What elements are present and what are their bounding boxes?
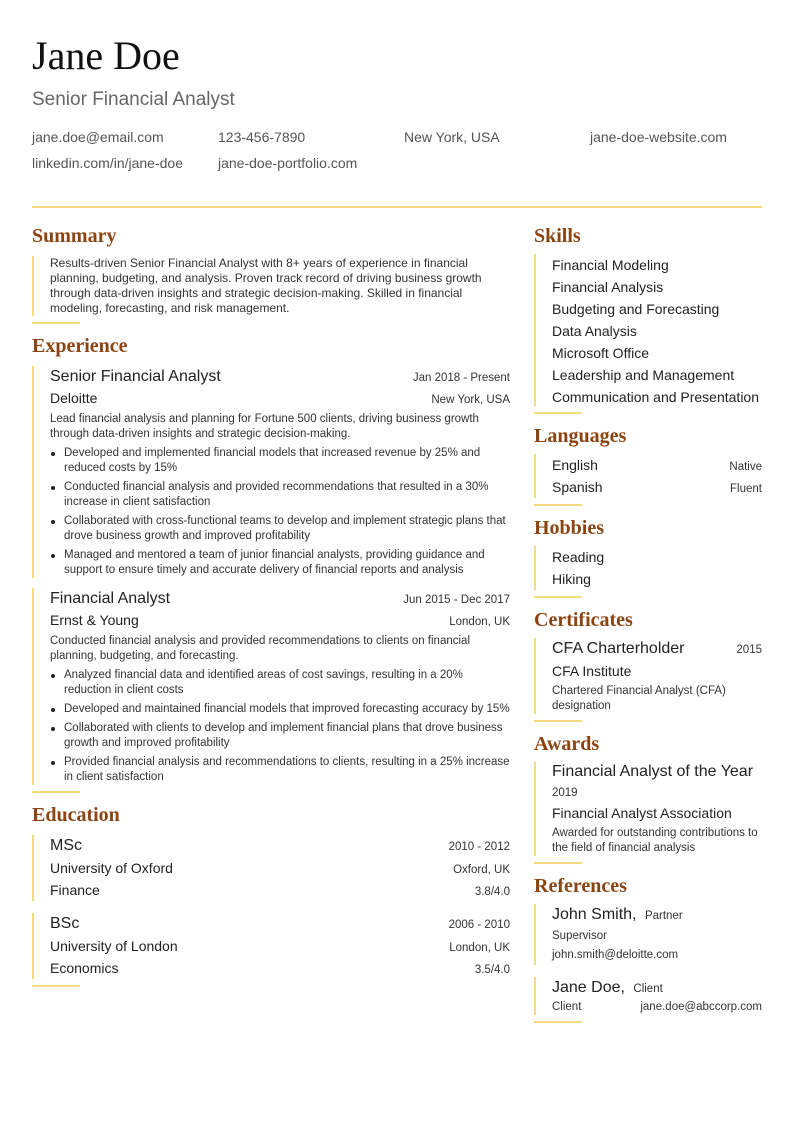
- contact-email[interactable]: jane.doe@email.com: [32, 129, 164, 145]
- language-level: Native: [729, 461, 762, 473]
- award-year: 2019: [552, 787, 578, 799]
- job-dates: Jan 2018 - Present: [412, 372, 510, 384]
- section-divider: [32, 322, 80, 324]
- languages-list: [534, 454, 762, 498]
- section-divider: [534, 862, 582, 864]
- language-name: Spanish: [552, 479, 603, 495]
- reference-name: Jane Doe,: [552, 979, 625, 996]
- skill-item: Budgeting and Forecasting: [552, 301, 720, 317]
- job-title: Financial Analyst: [50, 590, 171, 607]
- field-of-study: Finance: [50, 882, 100, 898]
- list-item: Collaborated with cross-functional teams to develop and implement strategic plans that drove business growth and improved profitability: [50, 514, 510, 544]
- languages-section: [534, 424, 762, 506]
- list-item: Analyzed financial data and identified areas of cost savings, resulting in a 20% reduction in client costs: [50, 668, 510, 698]
- reference-entry: [534, 977, 762, 1015]
- resume-name: Jane Doe: [32, 33, 180, 78]
- gpa: 3.8/4.0: [474, 886, 510, 898]
- reference-email[interactable]: jane.doe@abccorp.com: [640, 1001, 762, 1013]
- award-issuer: Financial Analyst Association: [552, 805, 732, 821]
- job-location: London, UK: [449, 616, 510, 628]
- job-entry: [32, 366, 510, 578]
- section-divider: [534, 412, 582, 414]
- section-heading: Summary: [32, 225, 117, 247]
- job-description: Conducted financial analysis and provided recommendations to clients on financial planning, budgeting, and forecasting.: [50, 635, 470, 662]
- school: University of London: [50, 938, 178, 954]
- reference-role: Partner: [644, 910, 683, 922]
- certificate-name: CFA Charterholder: [552, 640, 685, 657]
- reference-relation: Client: [552, 1001, 582, 1013]
- hobbies-list: [534, 546, 762, 590]
- certificate-year: 2015: [736, 644, 762, 656]
- list-item: Conducted financial analysis and provided recommendations that resulted in a 30% increase in client satisfaction: [50, 480, 510, 510]
- field-of-study: Economics: [50, 960, 119, 976]
- reference-email[interactable]: john.smith@deloitte.com: [552, 949, 679, 961]
- contact-linkedin[interactable]: linkedin.com/in/jane-doe: [32, 155, 183, 171]
- skills-section: [534, 224, 762, 414]
- education-dates: 2010 - 2012: [448, 841, 510, 853]
- contact-phone[interactable]: 123-456-7890: [218, 129, 306, 145]
- reference-name: John Smith,: [552, 906, 637, 923]
- list-item: Managed and mentored a team of junior financial analysts, providing guidance and support to ensure timely and accurate delivery of financial reports and analysis: [50, 548, 510, 578]
- section-divider: [32, 791, 80, 793]
- education-section: [32, 803, 510, 987]
- job-dates: Jun 2015 - Dec 2017: [403, 594, 510, 606]
- section-divider: [534, 1021, 582, 1023]
- job-bullets: [50, 668, 510, 785]
- job-company: Ernst & Young: [50, 612, 139, 628]
- skill-item: Data Analysis: [552, 323, 637, 339]
- section-heading: References: [534, 875, 627, 897]
- education-dates: 2006 - 2010: [448, 919, 510, 931]
- degree: BSc: [50, 915, 80, 932]
- summary-text: Results-driven Senior Financial Analyst with 8+ years of experience in financial planning, budgeting, and analysis. Proven track record of driving business growth through data-driven insights and strategic decision-making. Skilled in financial modeling, forecasting, and risk management.: [50, 256, 482, 315]
- degree: MSc: [50, 837, 82, 854]
- reference-entry: [534, 904, 762, 965]
- school-location: London, UK: [449, 942, 510, 954]
- language-level: Fluent: [730, 483, 762, 495]
- section-heading: Certificates: [534, 609, 633, 631]
- contact-info: [32, 128, 762, 172]
- hobby-item: Hiking: [552, 571, 591, 587]
- right-column: [534, 224, 762, 1033]
- section-divider: [32, 985, 80, 987]
- school-location: Oxford, UK: [453, 864, 510, 876]
- contact-portfolio[interactable]: jane-doe-portfolio.com: [218, 155, 358, 171]
- section-heading: Experience: [32, 335, 128, 357]
- experience-section: [32, 334, 510, 793]
- hobby-item: Reading: [552, 549, 605, 565]
- section-divider: [534, 596, 582, 598]
- section-heading: Skills: [534, 225, 581, 247]
- summary-section: [32, 224, 510, 324]
- awards-section: [534, 732, 762, 864]
- list-item: Collaborated with clients to develop and implement financial plans that drove business growth and improved profitability: [50, 721, 510, 751]
- resume-title: Senior Financial Analyst: [32, 89, 235, 110]
- gpa: 3.5/4.0: [474, 964, 510, 976]
- list-item: Developed and maintained financial models that improved forecasting accuracy by 15%: [50, 702, 510, 717]
- job-entry: [32, 588, 510, 785]
- skill-item: Financial Modeling: [552, 257, 669, 273]
- contact-website[interactable]: jane-doe-website.com: [590, 129, 727, 145]
- section-divider: [534, 720, 582, 722]
- job-title: Senior Financial Analyst: [50, 368, 221, 385]
- certificate-entry: [534, 638, 762, 714]
- references-section: [534, 874, 762, 1023]
- reference-role: Client: [633, 983, 663, 995]
- reference-relation: Supervisor: [552, 930, 607, 942]
- language-name: English: [552, 457, 598, 473]
- contact-location: New York, USA: [404, 129, 500, 145]
- header-divider: [32, 206, 762, 208]
- hobbies-section: [534, 516, 762, 598]
- education-entry: [32, 913, 510, 979]
- skill-item: Leadership and Management: [552, 367, 735, 383]
- section-heading: Hobbies: [534, 517, 605, 539]
- section-heading: Awards: [534, 733, 600, 755]
- list-item: Developed and implemented financial models that increased revenue by 25% and reduced costs by 15%: [50, 446, 510, 476]
- section-heading: Languages: [534, 425, 627, 447]
- job-bullets: [50, 446, 510, 578]
- award-name: Financial Analyst of the Year: [552, 763, 754, 780]
- education-entry: [32, 835, 510, 901]
- summary-block: [32, 256, 510, 316]
- section-heading: Education: [32, 804, 120, 826]
- skills-list: [534, 254, 762, 406]
- award-entry: [534, 762, 762, 856]
- left-column: [32, 224, 510, 997]
- list-item: Provided financial analysis and recommendations to clients, resulting in a 25% increase in client satisfaction: [50, 755, 510, 785]
- section-divider: [534, 504, 582, 506]
- school: University of Oxford: [50, 860, 173, 876]
- certificate-issuer: CFA Institute: [552, 663, 632, 679]
- skill-item: Communication and Presentation: [552, 389, 760, 405]
- award-description: Awarded for outstanding contributions to the field of financial analysis: [552, 827, 758, 854]
- job-description: Lead financial analysis and planning for Fortune 500 clients, driving business growth through data-driven insights and strategic decision-making.: [50, 413, 479, 440]
- certificate-description: Chartered Financial Analyst (CFA) designation: [552, 685, 726, 712]
- skill-item: Microsoft Office: [552, 345, 649, 361]
- job-location: New York, USA: [431, 394, 510, 406]
- job-company: Deloitte: [50, 390, 98, 406]
- skill-item: Financial Analysis: [552, 279, 664, 295]
- certificates-section: [534, 608, 762, 722]
